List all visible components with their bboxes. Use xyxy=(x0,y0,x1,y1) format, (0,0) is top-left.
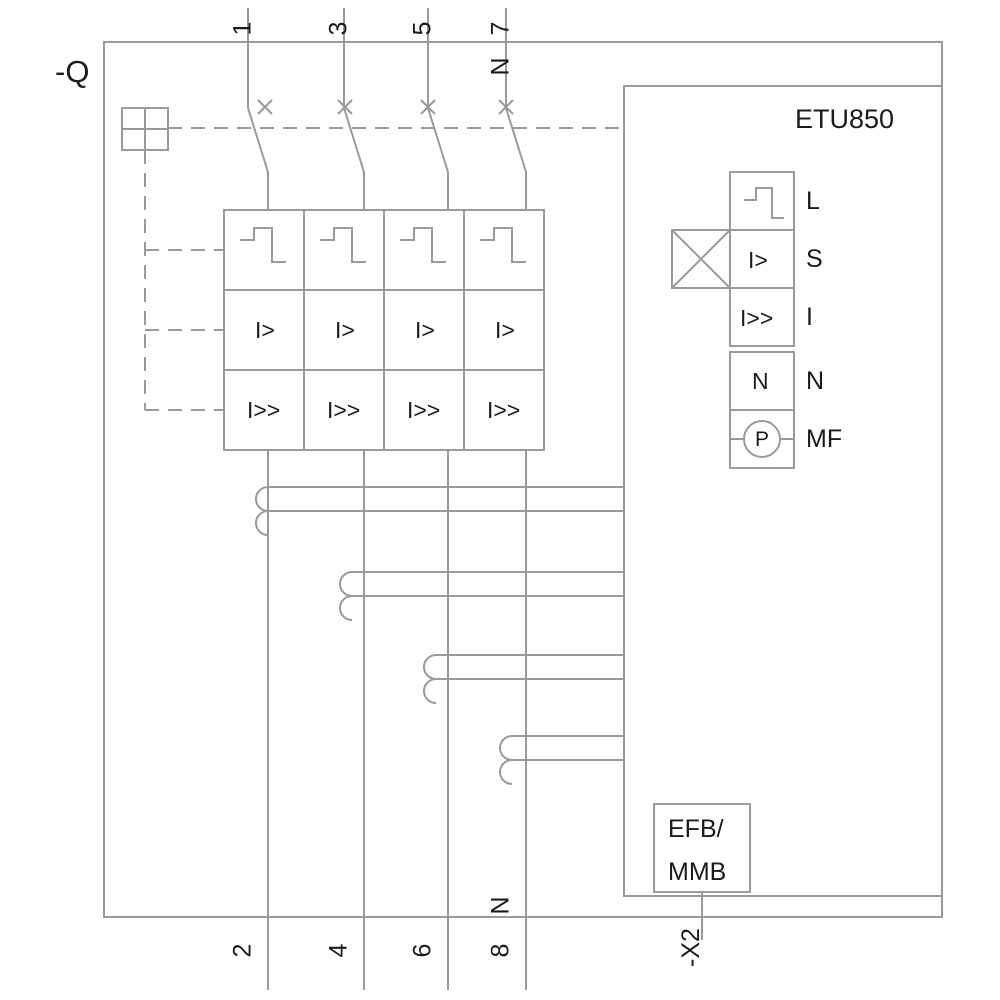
trip-label-pole2-short: I>> xyxy=(327,397,361,423)
etu-label-s: S xyxy=(806,245,823,273)
terminal-label-top-neutral: N xyxy=(486,57,515,76)
efb-mmb-line-1: EFB/ xyxy=(668,815,724,843)
trip-label-pole2-overload: I> xyxy=(335,317,355,343)
ct-loop-pole-3 xyxy=(340,572,624,620)
etu-thermal-glyph xyxy=(744,188,784,218)
device-outline xyxy=(104,42,942,917)
etu-label-i: I xyxy=(806,303,813,331)
contact-arm-1 xyxy=(248,108,268,172)
etu-label-l: L xyxy=(806,187,820,215)
contact-arm-7 xyxy=(506,108,526,172)
trip-label-pole4-short: I>> xyxy=(487,397,521,423)
trip-label-pole3-short: I>> xyxy=(407,397,441,423)
terminal-label-bottom-4: 4 xyxy=(324,943,353,958)
contact-cross-marks xyxy=(258,100,513,114)
etu-symbol-i: I>> xyxy=(740,305,774,331)
terminal-label-bottom-8: 8 xyxy=(486,943,515,958)
terminal-label-top-3: 3 xyxy=(324,21,353,36)
terminal-label-top-1: 1 xyxy=(228,21,257,36)
trip-label-pole3-overload: I> xyxy=(415,317,435,343)
ct-loop-pole-1 xyxy=(256,487,624,535)
ct-loop-pole-7 xyxy=(500,736,624,784)
terminal-label-top-7: 7 xyxy=(486,21,515,36)
connector-label-x2: -X2 xyxy=(676,928,705,967)
etu-symbol-n: N xyxy=(752,368,769,394)
ct-loop-pole-5 xyxy=(424,655,624,703)
etu-enclosure xyxy=(624,86,942,896)
etu-title: ETU850 xyxy=(795,104,895,134)
etu-symbol-mf: P xyxy=(755,428,770,451)
etu-symbol-s: I> xyxy=(748,247,768,273)
trip-label-pole4-overload: I> xyxy=(495,317,515,343)
etu-label-n: N xyxy=(806,367,825,395)
terminal-label-bottom-2: 2 xyxy=(228,943,257,958)
trip-label-pole1-short: I>> xyxy=(247,397,281,423)
contact-arm-3 xyxy=(344,108,364,172)
etu-crossed-square xyxy=(672,230,730,288)
terminal-label-bottom-6: 6 xyxy=(408,943,437,958)
etu-label-mf: MF xyxy=(806,425,843,453)
terminal-label-top-5: 5 xyxy=(408,21,437,36)
efb-mmb-line-2: MMB xyxy=(668,858,727,886)
contact-arm-5 xyxy=(428,108,448,172)
device-label: -Q xyxy=(55,54,90,89)
trip-label-pole1-overload: I> xyxy=(255,317,275,343)
terminal-label-bottom-neutral: N xyxy=(486,896,515,915)
